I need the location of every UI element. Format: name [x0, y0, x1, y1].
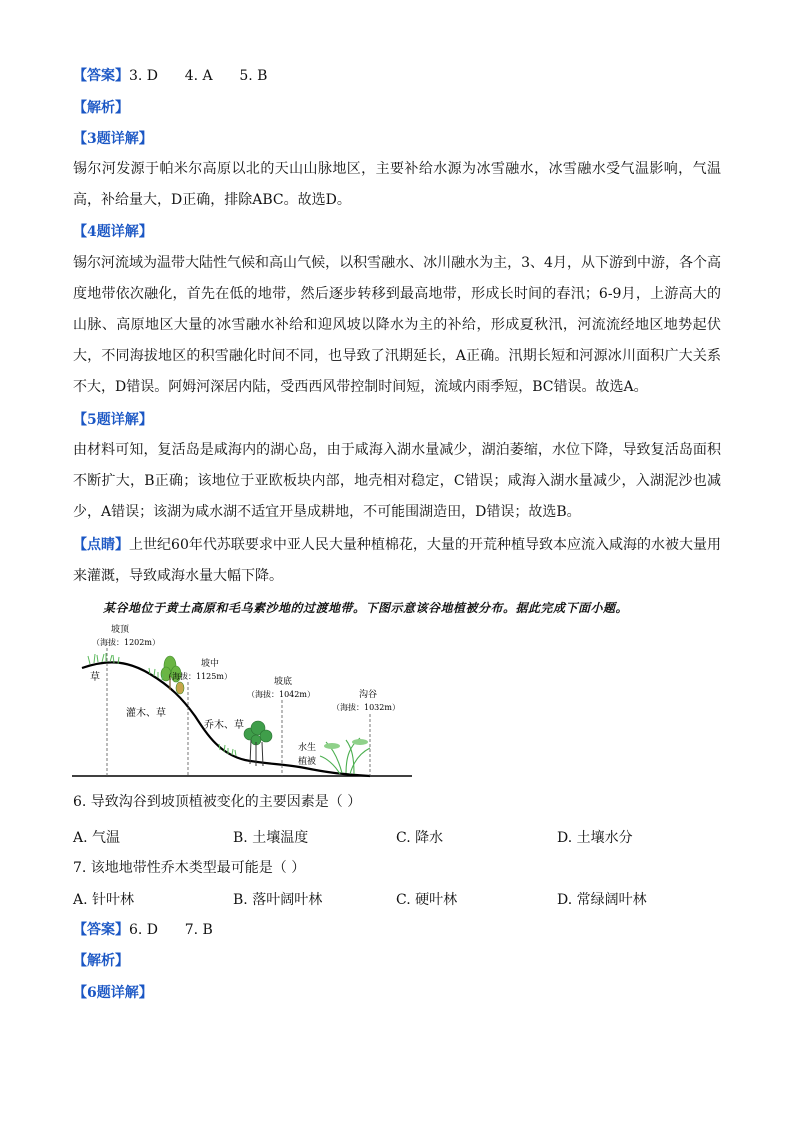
answer-values-67: 6. D 7. B — [129, 922, 213, 938]
answer-line-67 — [73, 920, 213, 940]
q6-option-c: C. 降水 — [396, 830, 444, 846]
highlight-paragraph — [73, 530, 721, 592]
answer-line-345 — [73, 66, 267, 86]
question-7-stem: 7. 该地地带性乔木类型最可能是（ ） — [73, 860, 306, 876]
label-grass: 草 — [90, 672, 100, 683]
label-bottom-alt: （海拔：1042m） — [247, 690, 315, 699]
q7-option-b: B. 落叶阔叶林 — [233, 892, 323, 908]
highlight-tag: 【点睛】 — [73, 537, 130, 553]
answer-values: 3. D 4. A 5. B — [129, 68, 268, 84]
label-mid: 坡中 — [201, 659, 220, 669]
label-aquatic-2: 植被 — [298, 757, 317, 767]
q6-option-a: A. 气温 — [73, 830, 121, 846]
label-tree-grass: 乔木、草 — [204, 720, 244, 731]
label-mid-alt: （海拔：1125m） — [164, 672, 232, 681]
answer-tag: 【答案】 — [73, 68, 129, 84]
detail-5-tag: 【5题详解】 — [73, 412, 153, 428]
q7-option-d: D. 常绿阔叶林 — [557, 892, 647, 908]
highlight-text: 上世纪60年代苏联要求中亚人民大量种植棉花，大量的开荒种植导致本应流入咸海的水被大量用来灌溉，导致咸海水量大幅下降。 — [73, 537, 722, 584]
detail-3-tag: 【3题详解】 — [73, 131, 153, 147]
detail-5-text: 由材料可知，复活岛是咸海内的湖心岛，由于咸海入湖水量减少，湖泊萎缩，水位下降，导致复活岛面积不断扩大，B正确；该地位于亚欧板块内部，地壳相对稳定，C错误；咸海入湖水量减少，入湖泥沙也减少，A错误；该湖为咸水湖不适宜开垦成耕地，不可能围湖造田，D错误；故选B。 — [73, 442, 721, 520]
label-aquatic-1: 水生 — [298, 743, 317, 753]
q7-option-a: A. 针叶林 — [73, 892, 135, 908]
detail-4-text: 锡尔河流域为温带大陆性气候和高山气候，以积雪融水、冰川融水为主，3、4月，从下游到中游，各个高度地带依次融化，首先在低的地带，然后逐步转移到最高地带，形成长时间的春汛；6-9月，上游高大的山脉、高原地区大量的冰雪融水补给和迎风坡以降水为主的补给，形成夏秋汛，河流流经地区地势起伏大，不同海拔地区的积雪融化时间不同，也导致了汛期延长，A正确。汛期长短和河源冰川面积广大关系不大，D错误。阿姆河深居内陆，受西西风带控制时间短，流域内雨季短，BC错误。故选A。 — [73, 255, 721, 395]
analysis-tag: 【解析】 — [73, 100, 129, 116]
label-bottom: 坡底 — [274, 677, 293, 687]
question-6-stem: 6. 导致沟谷到坡顶植被变化的主要因素是（ ） — [73, 794, 362, 810]
aquatic-plant-icon — [320, 738, 370, 774]
q6-option-b: B. 土壤温度 — [233, 830, 309, 846]
label-shrub-grass: 灌木、草 — [126, 708, 166, 719]
label-valley-alt: （海拔：1032m） — [332, 703, 400, 712]
label-top: 坡顶 — [111, 625, 130, 635]
valley-vegetation-diagram — [70, 618, 415, 783]
q7-option-c: C. 硬叶林 — [396, 892, 458, 908]
detail-4-tag: 【4题详解】 — [73, 224, 153, 240]
detail-6-tag: 【6题详解】 — [73, 985, 153, 1001]
figure-caption: 某谷地位于黄土高原和毛乌素沙地的过渡地带。下图示意该谷地植被分布。据此完成下面小题。 — [103, 601, 629, 615]
label-top-alt: （海拔：1202m） — [92, 638, 160, 647]
answer-tag-67: 【答案】 — [73, 922, 129, 938]
label-valley: 沟谷 — [359, 690, 378, 700]
tree-icon — [244, 721, 272, 766]
analysis-tag-67: 【解析】 — [73, 953, 129, 969]
q6-option-d: D. 土壤水分 — [557, 830, 633, 846]
detail-3-text: 锡尔河发源于帕米尔高原以北的天山山脉地区，主要补给水源为冰雪融水，冰雪融水受气温影响，气温高，补给量大，D正确，排除ABC。故选D。 — [73, 161, 721, 208]
